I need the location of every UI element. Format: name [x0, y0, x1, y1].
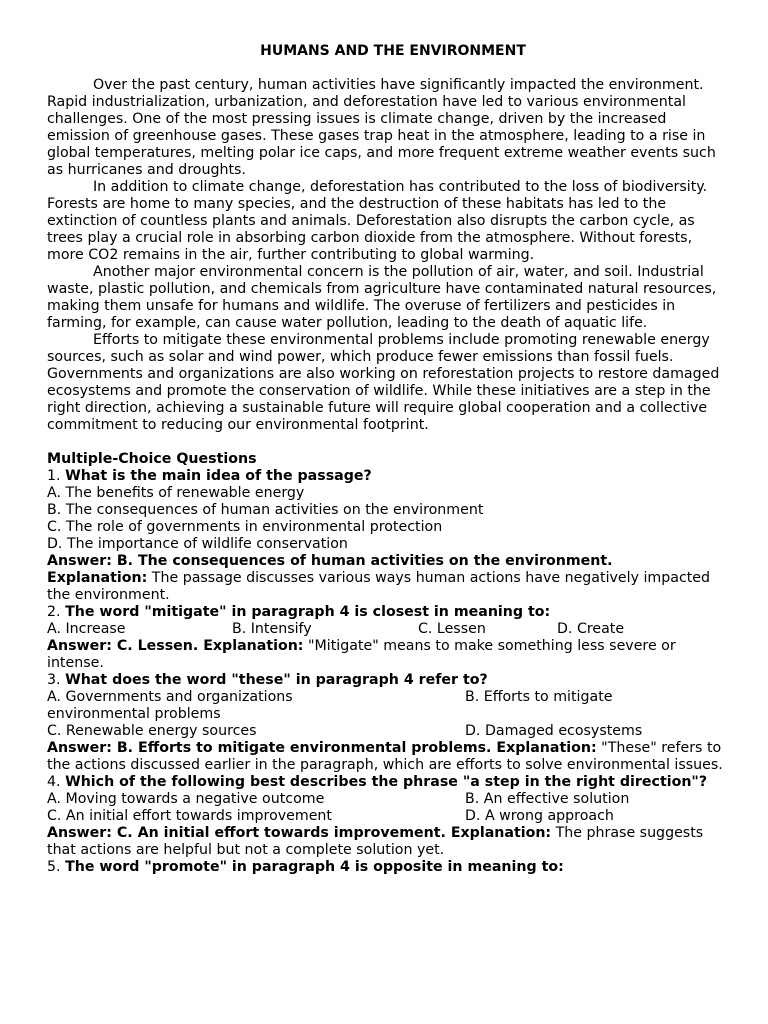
question-number: 5. [47, 859, 61, 875]
question-text: What is the main idea of the passage? [65, 468, 372, 484]
question-2-option-b: B. Intensify [232, 621, 312, 637]
question-3-option-c: C. Renewable energy sources [47, 723, 257, 739]
question-3-option-a: A. Governments and organizations [47, 689, 293, 705]
question-number: 3. [47, 672, 61, 688]
question-text: The word "mitigate" in paragraph 4 is closest in meaning to: [65, 604, 551, 620]
explanation-text: "These" refers to the actions discussed earlier in the paragraph, which are efforts to solve environmental issues. [47, 740, 723, 773]
question-3-answer [47, 740, 727, 774]
passage-paragraph-1: Over the past century, human activities have significantly impacted the environment. Rapid industrialization, urbanization, and deforestation have led to various environmental challenges. One of the most pressing issues is climate change, driven by the increased emission of greenhouse gases. These gases trap heat in the atmosphere, leading to a rise in global temperatures, melting polar ice caps, and more frequent extreme weather events such as hurricanes and droughts. [47, 77, 716, 178]
question-1-option-c: C. The role of governments in environmental protection [47, 519, 443, 535]
question-4-option-c: C. An initial effort towards improvement [47, 808, 332, 824]
answer-text: Answer: C. An initial effort towards improvement. Explanation: [47, 825, 552, 841]
question-1-option-d: D. The importance of wildlife conservation [47, 536, 348, 552]
question-3-option-b-line-1: B. Efforts to mitigate [465, 689, 613, 705]
question-4-option-d: D. A wrong approach [465, 808, 614, 824]
question-text: Which of the following best describes the phrase "a step in the right direction"? [65, 774, 708, 790]
question-1-option-b: B. The consequences of human activities on the environment [47, 502, 484, 518]
question-number: 4. [47, 774, 61, 790]
question-2-option-d: D. Create [557, 621, 625, 637]
question-4-option-a: A. Moving towards a negative outcome [47, 791, 325, 807]
question-2-option-a: A. Increase [47, 621, 126, 637]
explanation-text: The phrase suggests that actions are helpful but not a complete solution yet. [47, 825, 704, 858]
passage-paragraph-3: Another major environmental concern is the pollution of air, water, and soil. Industrial waste, plastic pollution, and chemicals from agriculture have contaminated natural resources, making them unsafe for humans and wildlife. The overuse of fertilizers and pesticides in farming, for example, can cause water pollution, leading to the death of aquatic life. [47, 264, 717, 331]
question-4-options-row-2 [47, 808, 727, 825]
question-5 [47, 859, 727, 876]
explanation-text: The passage discusses various ways human actions have negatively impacted the environment. [47, 570, 711, 603]
question-2 [47, 604, 727, 621]
question-3-options-row-2 [47, 723, 727, 740]
answer-text: Answer: C. Lessen. Explanation: [47, 638, 304, 654]
question-2-options [47, 621, 727, 638]
passage-paragraph-4: Efforts to mitigate these environmental problems include promoting renewable energy sources, such as solar and wind power, which produce fewer emissions than fossil fuels. Governments and organizations are also working on reforestation projects to restore damaged ecosystems and promote the conservation of wildlife. While these initiatives are a step in the right direction, achieving a sustainable future will require global cooperation and a collective commitment to reducing our environmental footprint. [47, 332, 720, 433]
question-3-option-d: D. Damaged ecosystems [465, 723, 643, 739]
question-4-answer [47, 825, 727, 859]
explanation-text: "Mitigate" means to make something less severe or intense. [47, 638, 676, 671]
question-4 [47, 774, 727, 791]
question-1-answer: Answer: B. The consequences of human activities on the environment. [47, 553, 613, 569]
question-number: 2. [47, 604, 61, 620]
document-page [47, 43, 727, 876]
question-3-options-row-1 [47, 689, 727, 706]
document-title: HUMANS AND THE ENVIRONMENT [260, 43, 526, 59]
question-1-option-a: A. The benefits of renewable energy [47, 485, 305, 501]
question-text: The word "promote" in paragraph 4 is opposite in meaning to: [65, 859, 564, 875]
explanation-label: Explanation: [47, 570, 148, 586]
passage-paragraph-2: In addition to climate change, deforestation has contributed to the loss of biodiversity. Forests are home to many species, and the destruction of these habitats has led to the extinction of countless plants and animals. Deforestation also disrupts the carbon cycle, as trees play a crucial role in absorbing carbon dioxide from the atmosphere. Without forests, more CO2 remains in the air, further contributing to global warming. [47, 179, 708, 263]
mcq-heading: Multiple-Choice Questions [47, 451, 257, 467]
question-4-options-row-1 [47, 791, 727, 808]
question-number: 1. [47, 468, 61, 484]
question-4-option-b: B. An effective solution [465, 791, 630, 807]
question-2-option-c: C. Lessen [418, 621, 486, 637]
question-1 [47, 468, 727, 485]
question-1-explanation [47, 570, 727, 604]
question-text: What does the word "these" in paragraph 4 refer to? [65, 672, 488, 688]
question-3-option-b-wrap: environmental problems [47, 706, 221, 722]
question-3 [47, 672, 727, 689]
answer-text: Answer: B. Efforts to mitigate environmental problems. Explanation: [47, 740, 597, 756]
question-2-answer [47, 638, 727, 672]
